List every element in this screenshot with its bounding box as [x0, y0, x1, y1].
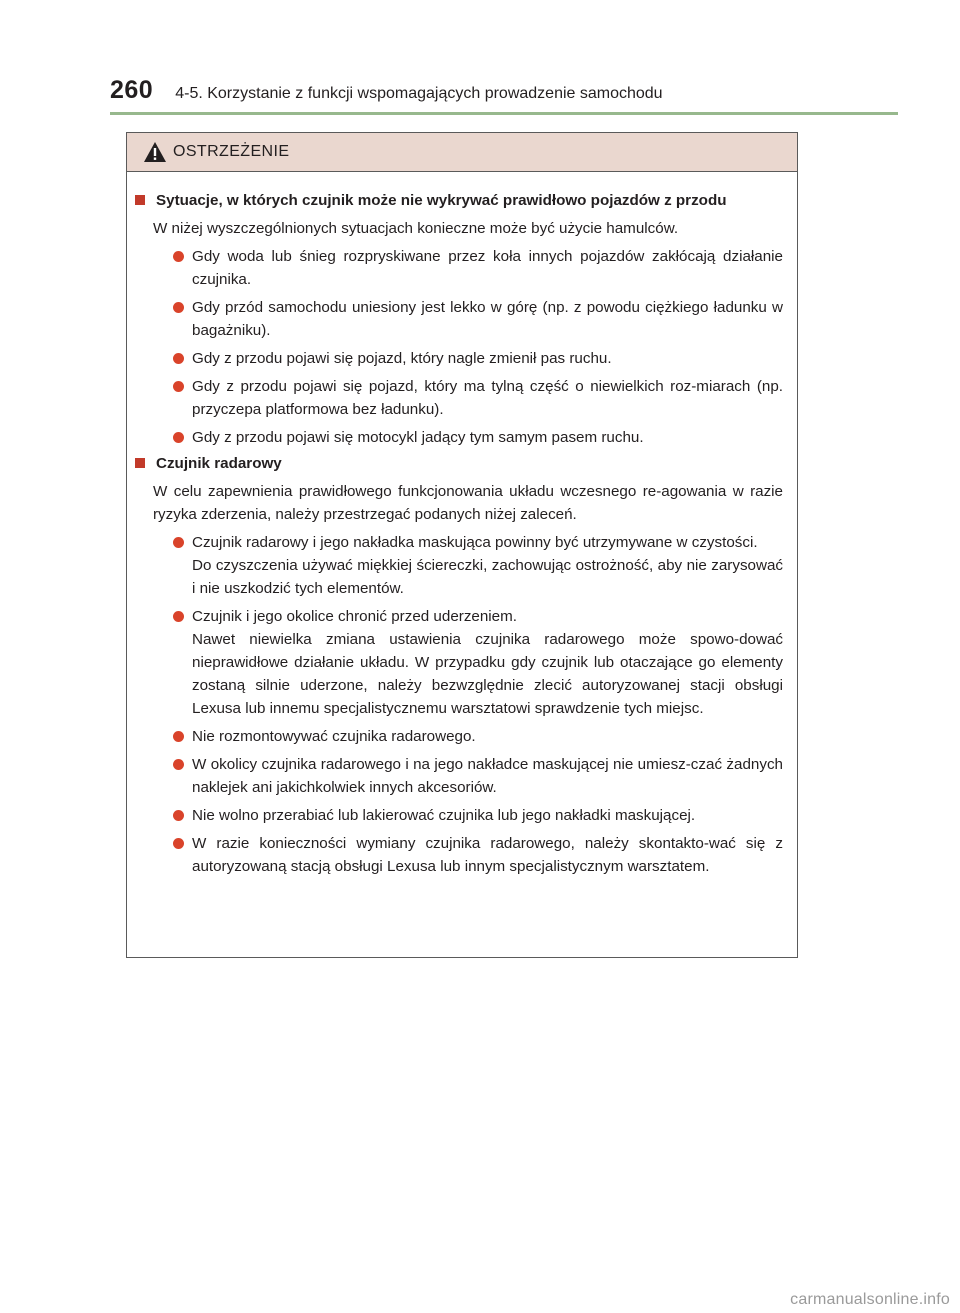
list-item: [173, 245, 783, 291]
round-bullet-icon: [173, 251, 184, 262]
warning-triangle-icon: [143, 141, 167, 163]
list-item-line: Gdy woda lub śnieg rozpryskiwane przez koła innych pojazdów zakłócają działanie czujnika.: [192, 248, 783, 288]
section-intro: W celu zapewnienia prawidłowego funkcjonowania układu wczesnego re-agowania w razie ryzyka zderzenia, należy przestrzegać podanych niżej zaleceń.: [153, 483, 783, 523]
list-item-line: Gdy z przodu pojawi się motocykl jadący tym samym pasem ruchu.: [192, 429, 644, 446]
list-item: [173, 725, 783, 748]
list-item-line: Nie wolno przerabiać lub lakierować czujnika lub jego nakładki maskującej.: [192, 807, 696, 824]
list-item-line: Czujnik radarowy i jego nakładka maskująca powinny być utrzymywane w czystości.: [192, 534, 758, 551]
round-bullet-icon: [173, 432, 184, 443]
list-item-text: [192, 245, 783, 291]
list-item-line: Gdy z przodu pojawi się pojazd, który nagle zmienił pas ruchu.: [192, 350, 612, 367]
warning-title: OSTRZEŻENIE: [173, 143, 290, 160]
section-heading: [135, 452, 783, 475]
watermark: carmanualsonline.info: [790, 1291, 950, 1308]
list-item-note: Do czyszczenia używać miękkiej ściereczki, zachowując ostrożność, aby nie zarysować i nie uszkodzić tych elementów.: [192, 557, 783, 597]
list-item-text: [192, 375, 783, 421]
round-bullet-icon: [173, 611, 184, 622]
round-bullet-icon: [173, 838, 184, 849]
warning-content: [127, 172, 797, 878]
list-item-line: Gdy przód samochodu uniesiony jest lekko w górę (np. z powodu ciężkiego ładunku w bagażniku).: [192, 299, 783, 339]
section-heading: [135, 189, 783, 212]
list-item: [173, 605, 783, 720]
round-bullet-icon: [173, 302, 184, 313]
list-item: [173, 375, 783, 421]
list-item-line: W razie konieczności wymiany czujnika radarowego, należy skontakto-wać się z autoryzowaną stacją obsługi Lexusa lub innym specjalistycznym warsztatem.: [192, 835, 783, 875]
list-item-text: [192, 347, 783, 370]
header-divider: [110, 112, 898, 115]
list-item-line: Nie rozmontowywać czujnika radarowego.: [192, 728, 476, 745]
section-heading-text: Czujnik radarowy: [156, 455, 282, 472]
list-item: [173, 347, 783, 370]
square-bullet-icon: [135, 458, 145, 468]
list-item-line: Gdy z przodu pojawi się pojazd, który ma tylną część o niewielkich roz-miarach (np. przyczepa platformowa bez ładunku).: [192, 378, 783, 418]
round-bullet-icon: [173, 353, 184, 364]
round-bullet-icon: [173, 810, 184, 821]
list-item: [173, 804, 783, 827]
section-intro: W niżej wyszczególnionych sytuacjach konieczne może być użycie hamulców.: [153, 220, 679, 237]
list-item: [173, 832, 783, 878]
page-number: 260: [110, 76, 154, 104]
list-item-line: W okolicy czujnika radarowego i na jego nakładce maskującej nie umiesz-czać żadnych naklejek ani jakichkolwiek innych akcesoriów.: [192, 756, 783, 796]
warning-box: [126, 132, 798, 958]
list-item-line: Czujnik i jego okolice chronić przed uderzeniem.: [192, 608, 518, 625]
list-item-note: Nawet niewielka zmiana ustawienia czujnika radarowego może spowo-dować nieprawidłowe działanie układu. W przypadku gdy czujnik lub otaczające go elementy zostaną silnie uderzone, należy bezwzględnie zlecić autoryzowanej stacji obsługi Lexusa lub innemu specjalistycznemu warsztatowi sprawdzenie tych miejsc.: [192, 631, 783, 717]
round-bullet-icon: [173, 381, 184, 392]
list-item-text: [192, 753, 783, 799]
list-item-text: [192, 605, 783, 720]
list-item-text: [192, 804, 783, 827]
round-bullet-icon: [173, 759, 184, 770]
page-header: [110, 76, 663, 105]
list-item: [173, 296, 783, 342]
list-item-text: [192, 725, 783, 748]
list-item-text: [192, 426, 783, 449]
list-item-text: [192, 832, 783, 878]
round-bullet-icon: [173, 537, 184, 548]
list-item: [173, 753, 783, 799]
list-item: [173, 426, 783, 449]
list-item-text: [192, 296, 783, 342]
list-item-text: [192, 531, 783, 600]
warning-header: [127, 133, 797, 172]
section-heading-text: Sytuacje, w których czujnik może nie wykrywać prawidłowo pojazdów z przodu: [156, 192, 727, 209]
square-bullet-icon: [135, 195, 145, 205]
list-item: [173, 531, 783, 600]
section-title: 4-5. Korzystanie z funkcji wspomagających prowadzenie samochodu: [175, 85, 663, 102]
round-bullet-icon: [173, 731, 184, 742]
